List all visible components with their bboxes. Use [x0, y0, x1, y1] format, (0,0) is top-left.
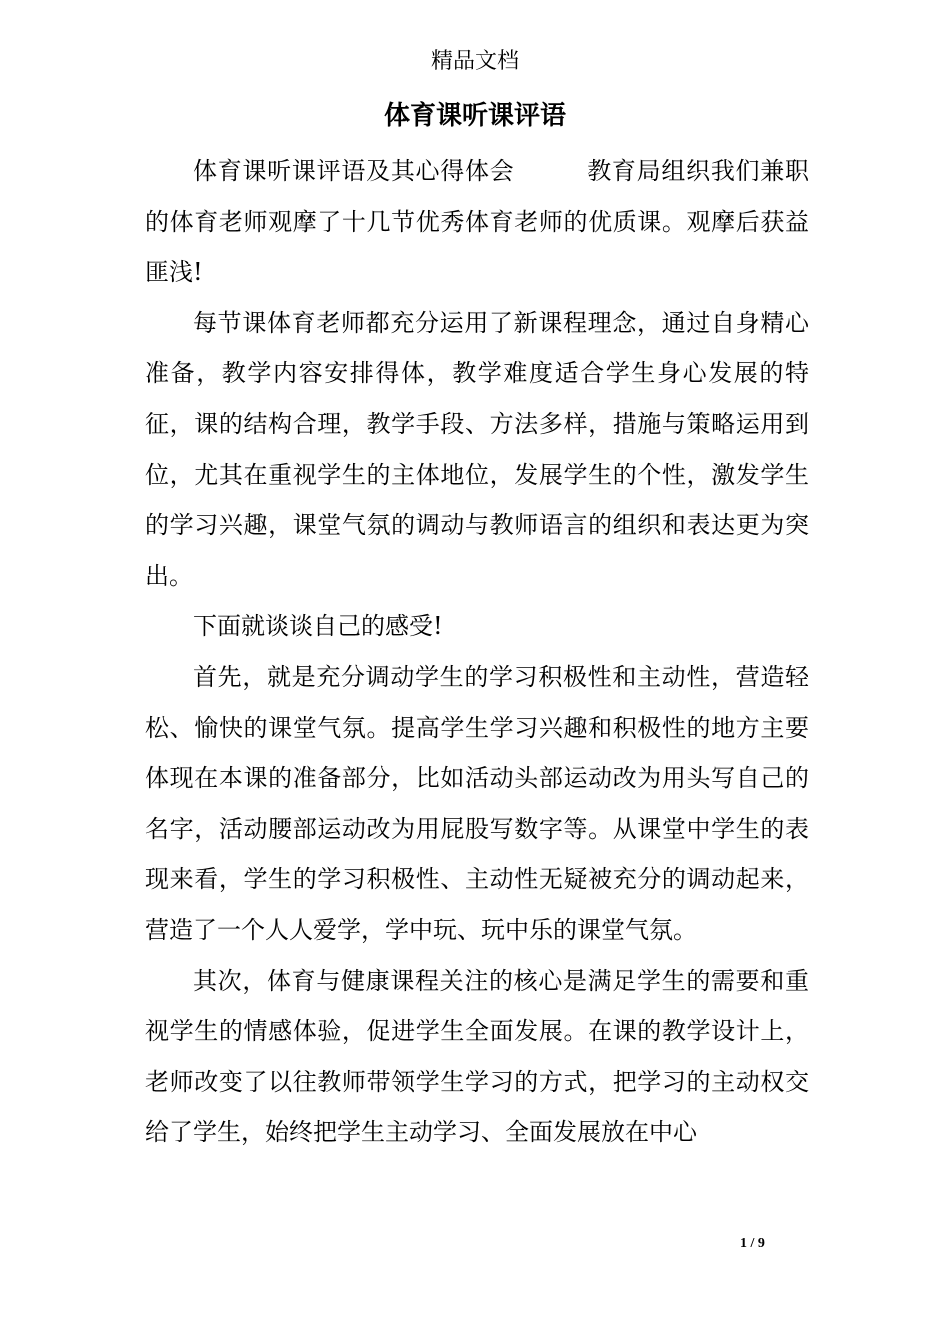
intro-text: 教育局组织我们兼职的体育老师观摩了十几节优秀体育老师的优质课。观摩后获益匪浅!	[145, 157, 810, 287]
body-paragraph-1: 每节课体育老师都充分运用了新课程理念，通过自身精心准备，教学内容安排得体，教学难度适合学生身心发展的特征，课的结构合理，教学手段、方法多样，措施与策略运用到位，尤其在重视学生的主体地位，发展学生的个性，激发学生的学习兴趣，课堂气氛的调动与教师语言的组织和表达更为突出。	[145, 308, 809, 590]
body-paragraph-4: 其次，体育与健康课程关注的核心是满足学生的需要和重视学生的情感体验，促进学生全面发展。在课的教学设计上，老师改变了以往教师带领学生学习的方式，把学习的主动权交给了学生，始终把学生主动学习、全面发展放在中心	[145, 966, 809, 1147]
body-paragraph-3: 首先，就是充分调动学生的学习积极性和主动性，营造轻松、愉快的课堂气氛。提高学生学习兴趣和积极性的地方主要体现在本课的准备部分，比如活动头部运动改为用头写自己的名字，活动腰部运动改为用屁股写数字等。从课堂中学生的表现来看，学生的学习积极性、主动性无疑被充分的调动起来，营造了一个人人爱学，学中玩、玩中乐的课堂气氛。	[145, 662, 809, 944]
document-title: 体育课听课评语	[383, 101, 566, 131]
document-body	[145, 146, 809, 1158]
document-header: 精品文档	[430, 49, 519, 74]
page-number: 1 / 9	[740, 1236, 765, 1251]
body-paragraph-2: 下面就谈谈自己的感受!	[193, 612, 443, 641]
intro-heading: 体育课听课评语及其心得体会	[193, 157, 515, 185]
intro-paragraph	[145, 146, 809, 298]
